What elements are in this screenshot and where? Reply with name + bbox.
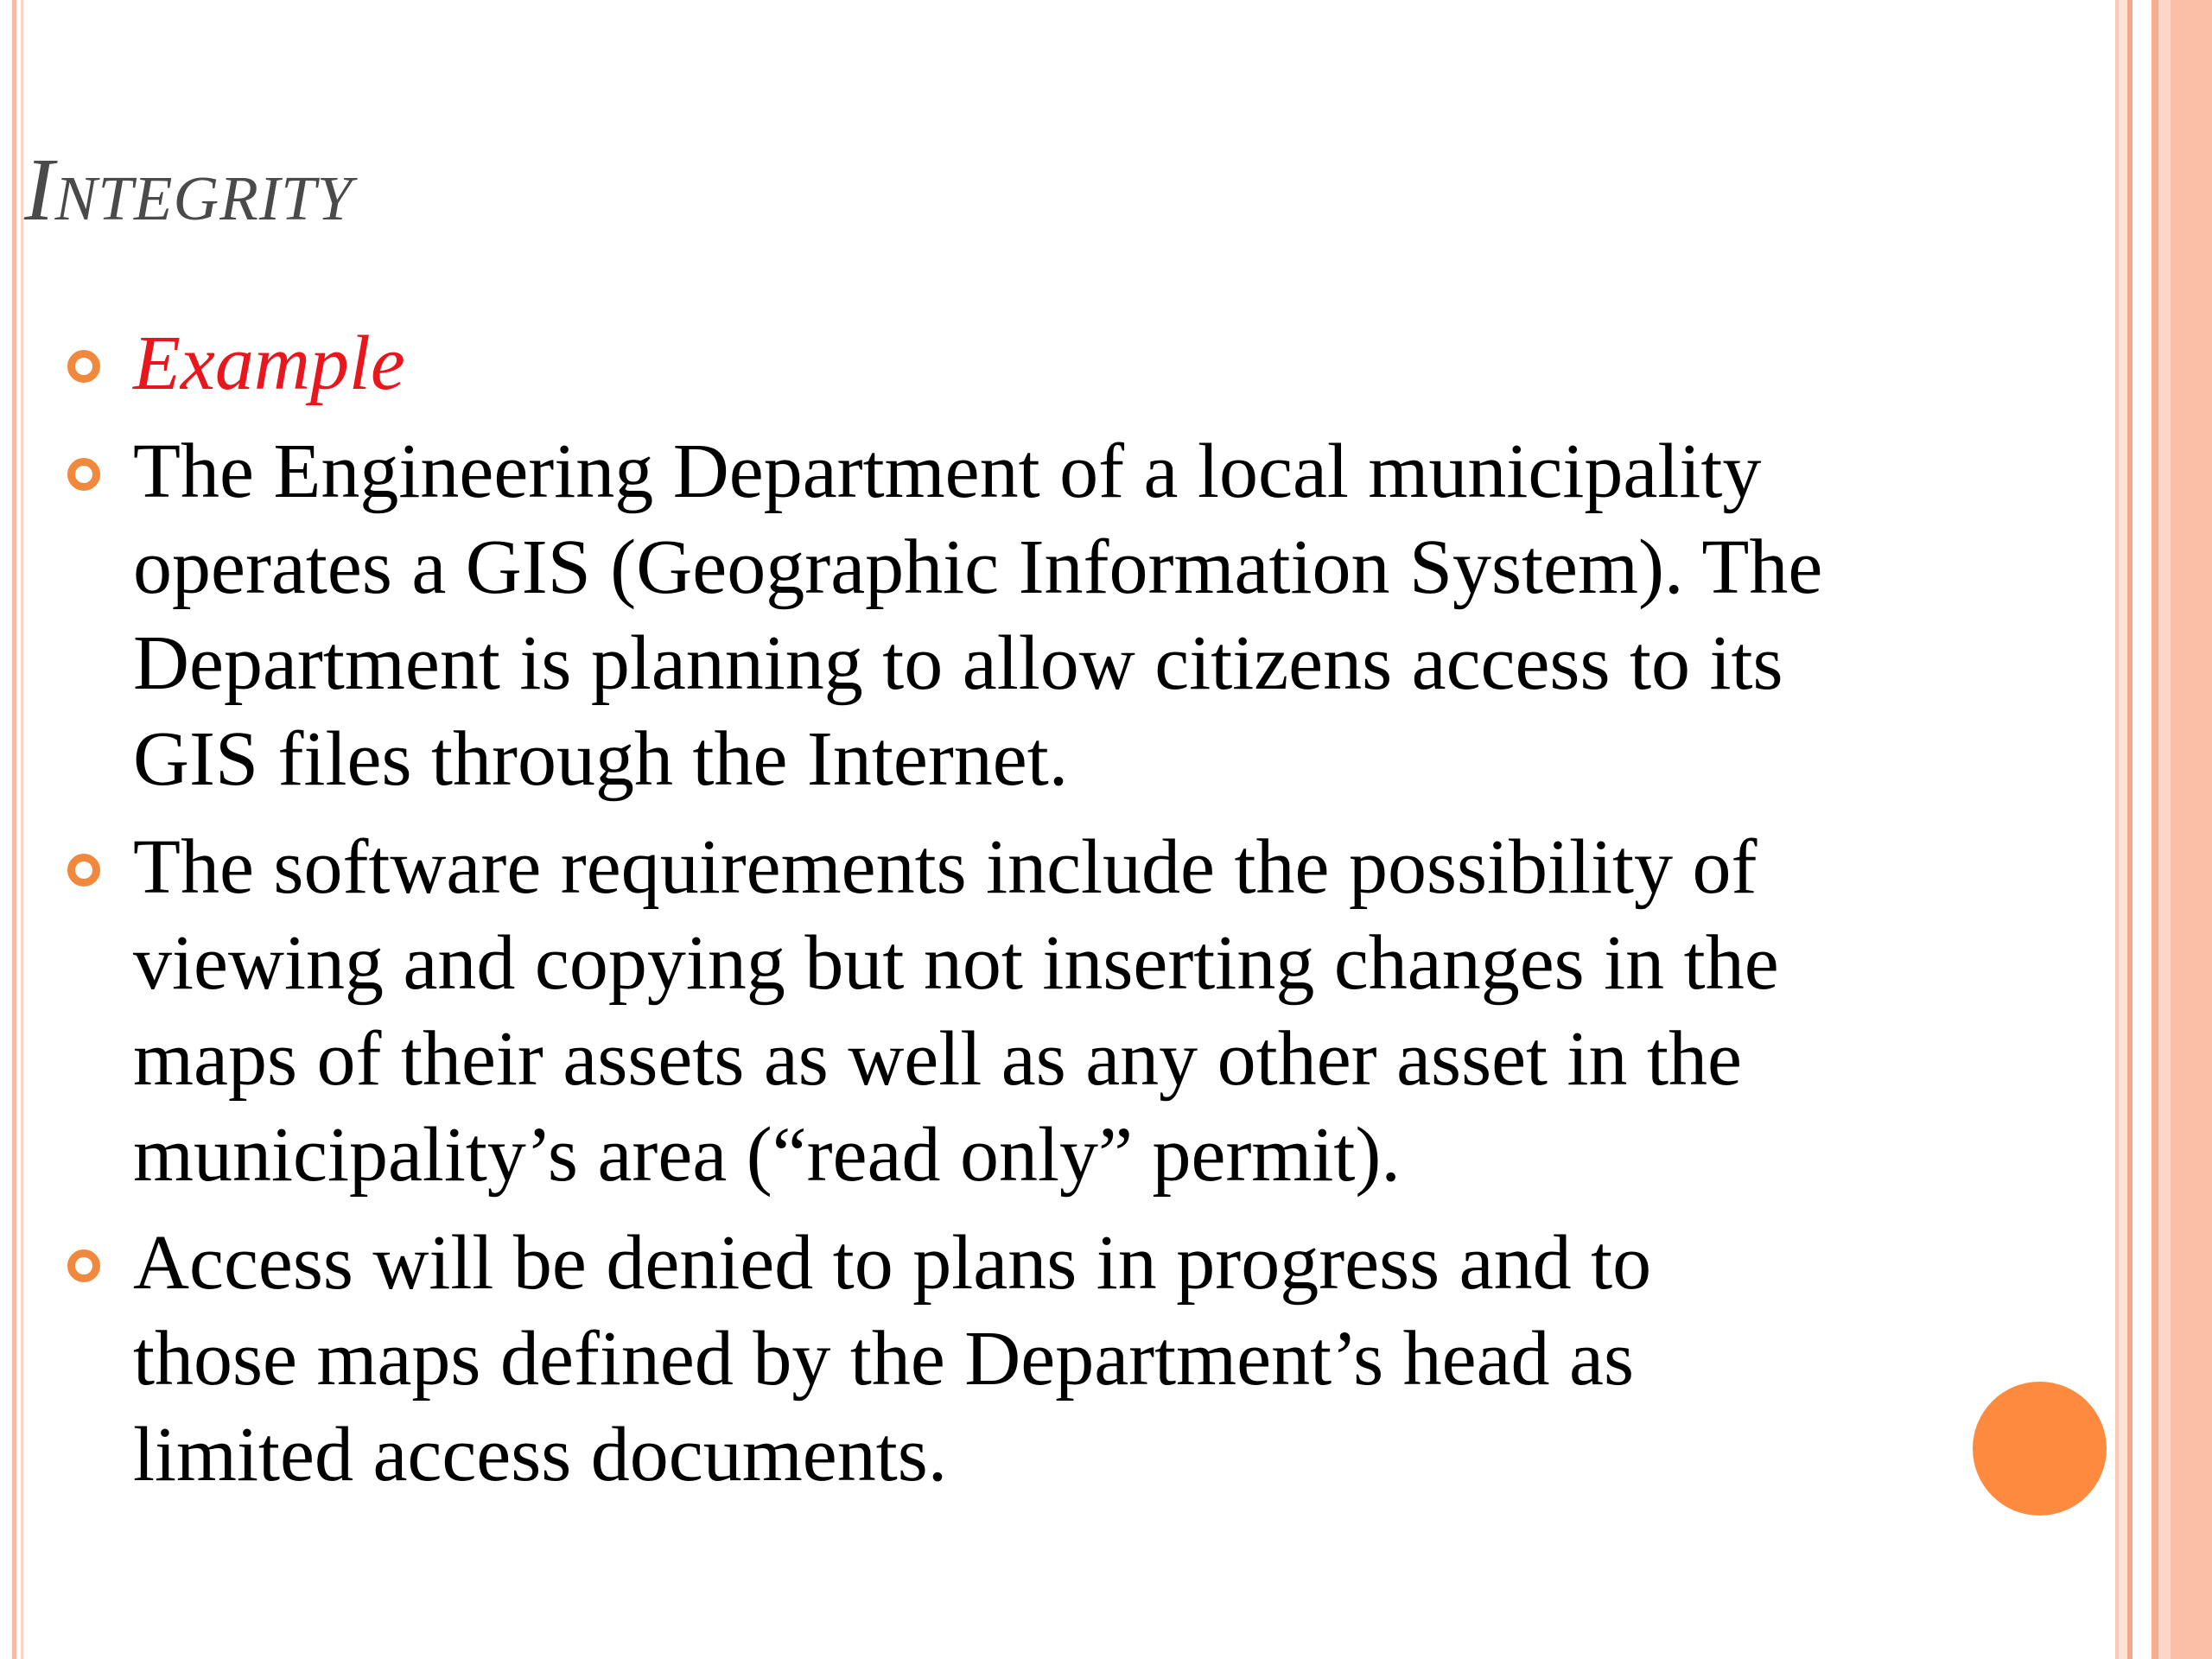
bullet-item-example	[67, 315, 2124, 411]
bullet-text: Access will be denied to plans in progress and to those maps defined by the Department’s head as limited access documents.	[133, 1220, 1652, 1497]
bullet-item	[67, 1215, 2124, 1503]
right-band-stripe	[2158, 0, 2171, 1659]
bullet-item	[67, 423, 2124, 807]
bullet-text: The software requirements include the possibility of viewing and copying but not inserting changes in the maps of their assets as well as any other asset in the municipality’s area (“read only” permit).	[133, 824, 1779, 1198]
bullet-item	[67, 819, 2124, 1203]
slide-title: Integrity	[24, 140, 353, 239]
bullet-text: Example	[133, 321, 405, 406]
bullet-ring-icon	[67, 1249, 100, 1282]
left-border-line	[12, 0, 16, 1659]
bullet-list	[67, 315, 2124, 1515]
decorative-circle	[1973, 1382, 2107, 1516]
right-band-stripe	[2152, 0, 2158, 1659]
bullet-text: The Engineering Department of a local municipality operates a GIS (Geographic Information System). The Department is planning to allow citizens access to its GIS files through the Internet.	[133, 429, 1823, 802]
left-border-line-inner	[21, 0, 23, 1659]
right-band-stripe	[2133, 0, 2152, 1659]
right-band-stripe	[2171, 0, 2212, 1659]
bullet-ring-icon	[67, 350, 100, 383]
bullet-ring-icon	[67, 854, 100, 887]
bullet-ring-icon	[67, 458, 100, 491]
